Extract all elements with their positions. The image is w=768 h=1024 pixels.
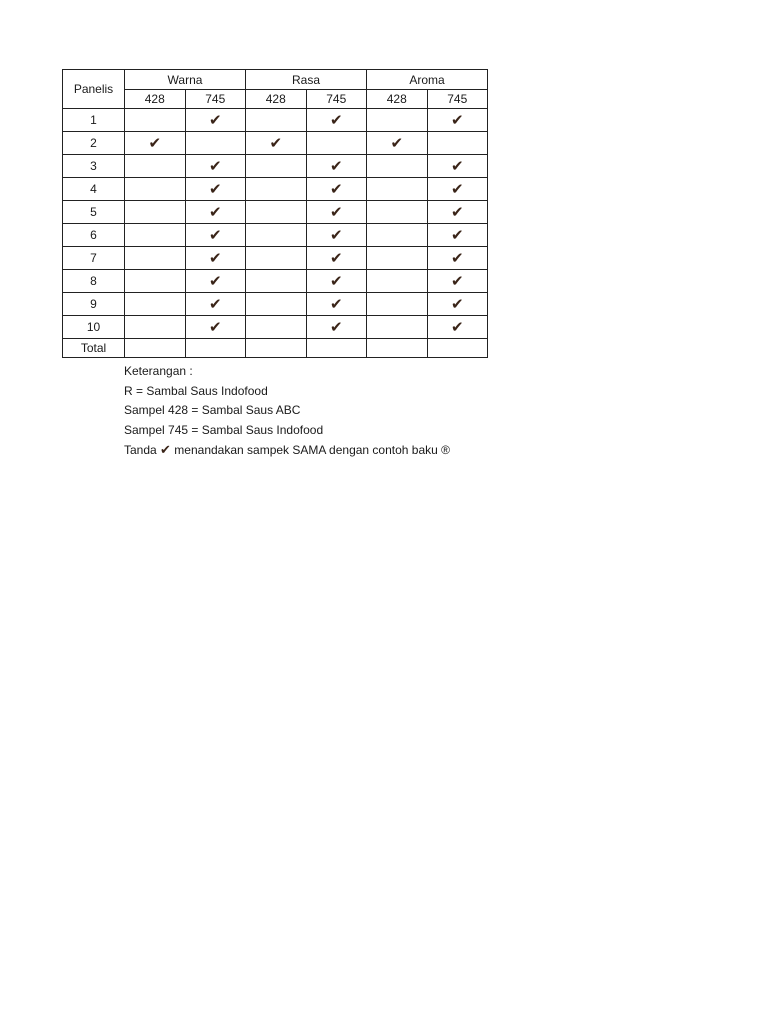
- check-icon: ✔: [160, 442, 171, 457]
- check-icon: ✔: [329, 180, 343, 198]
- notes-line: Sampel 745 = Sambal Saus Indofood: [124, 422, 324, 437]
- group-header-aroma: Aroma: [367, 70, 488, 90]
- total-cell: [185, 339, 246, 358]
- notes-heading: Keterangan :: [124, 364, 193, 378]
- mark-cell: [427, 293, 488, 316]
- total-label: Total: [63, 339, 125, 358]
- mark-cell: [246, 109, 307, 132]
- check-icon: ✔: [269, 134, 283, 152]
- mark-cell: [427, 201, 488, 224]
- mark-cell: [125, 201, 186, 224]
- mark-cell: [306, 201, 367, 224]
- check-icon: ✔: [208, 203, 222, 221]
- table-row: [63, 293, 488, 316]
- mark-cell: [367, 247, 428, 270]
- check-icon: ✔: [208, 180, 222, 198]
- check-icon: ✔: [208, 157, 222, 175]
- mark-cell: [125, 132, 186, 155]
- mark-cell: [185, 247, 246, 270]
- mark-cell: [306, 132, 367, 155]
- mark-cell: [125, 224, 186, 247]
- check-icon: ✔: [450, 203, 464, 221]
- check-icon: ✔: [148, 134, 162, 152]
- mark-cell: [185, 316, 246, 339]
- mark-cell: [185, 132, 246, 155]
- mark-cell: [246, 155, 307, 178]
- check-icon: ✔: [208, 249, 222, 267]
- mark-cell: [125, 247, 186, 270]
- notes-block: [124, 362, 450, 461]
- mark-cell: [427, 247, 488, 270]
- mark-cell: [306, 224, 367, 247]
- panelis-number: 7: [63, 247, 125, 270]
- table-row: [63, 155, 488, 178]
- mark-cell: [367, 155, 428, 178]
- evaluation-table: [62, 69, 488, 358]
- mark-cell: [306, 293, 367, 316]
- notes-line-suffix: menandakan sampek SAMA dengan contoh baku ®: [174, 443, 450, 457]
- mark-cell: [185, 201, 246, 224]
- panelis-number: 5: [63, 201, 125, 224]
- mark-cell: [306, 316, 367, 339]
- check-icon: ✔: [329, 272, 343, 290]
- group-header-row: [63, 70, 488, 90]
- mark-cell: [185, 109, 246, 132]
- table-row: [63, 178, 488, 201]
- sample-header-row: [63, 90, 488, 109]
- total-cell: [427, 339, 488, 358]
- notes-line-prefix: Tanda: [124, 443, 157, 457]
- notes-line: [124, 440, 450, 461]
- mark-cell: [246, 316, 307, 339]
- mark-cell: [367, 109, 428, 132]
- check-icon: ✔: [450, 249, 464, 267]
- check-icon: ✔: [450, 157, 464, 175]
- mark-cell: [125, 270, 186, 293]
- mark-cell: [185, 178, 246, 201]
- mark-cell: [427, 109, 488, 132]
- mark-cell: [306, 109, 367, 132]
- check-icon: ✔: [450, 272, 464, 290]
- panelis-number: 6: [63, 224, 125, 247]
- table-body: [63, 109, 488, 339]
- mark-cell: [246, 224, 307, 247]
- mark-cell: [306, 155, 367, 178]
- panelis-number: 4: [63, 178, 125, 201]
- group-header-rasa: Rasa: [246, 70, 367, 90]
- check-icon: ✔: [450, 180, 464, 198]
- check-icon: ✔: [208, 111, 222, 129]
- panelis-number: 9: [63, 293, 125, 316]
- mark-cell: [367, 316, 428, 339]
- mark-cell: [427, 132, 488, 155]
- total-row: [63, 339, 488, 358]
- check-icon: ✔: [450, 318, 464, 336]
- sample-header: 745: [185, 90, 246, 109]
- check-icon: ✔: [208, 318, 222, 336]
- mark-cell: [427, 224, 488, 247]
- check-icon: ✔: [329, 157, 343, 175]
- mark-cell: [125, 293, 186, 316]
- panelis-number: 10: [63, 316, 125, 339]
- mark-cell: [185, 270, 246, 293]
- mark-cell: [367, 132, 428, 155]
- check-icon: ✔: [329, 295, 343, 313]
- sample-header: 428: [125, 90, 186, 109]
- mark-cell: [125, 155, 186, 178]
- sample-header: 745: [306, 90, 367, 109]
- table-row: [63, 247, 488, 270]
- mark-cell: [246, 132, 307, 155]
- check-icon: ✔: [329, 249, 343, 267]
- total-cell: [246, 339, 307, 358]
- check-icon: ✔: [208, 295, 222, 313]
- mark-cell: [125, 109, 186, 132]
- notes-line: Sampel 428 = Sambal Saus ABC: [124, 403, 301, 417]
- mark-cell: [246, 201, 307, 224]
- mark-cell: [367, 270, 428, 293]
- panelis-number: 8: [63, 270, 125, 293]
- mark-cell: [246, 247, 307, 270]
- check-icon: ✔: [450, 295, 464, 313]
- mark-cell: [125, 316, 186, 339]
- mark-cell: [306, 178, 367, 201]
- panelis-header: Panelis: [63, 70, 125, 109]
- check-icon: ✔: [450, 111, 464, 129]
- mark-cell: [246, 178, 307, 201]
- check-icon: ✔: [390, 134, 404, 152]
- table-row: [63, 132, 488, 155]
- check-icon: ✔: [329, 318, 343, 336]
- group-header-warna: Warna: [125, 70, 246, 90]
- mark-cell: [427, 270, 488, 293]
- mark-cell: [306, 270, 367, 293]
- mark-cell: [246, 293, 307, 316]
- mark-cell: [185, 155, 246, 178]
- sample-header: 428: [246, 90, 307, 109]
- check-icon: ✔: [450, 226, 464, 244]
- total-cell: [306, 339, 367, 358]
- mark-cell: [125, 178, 186, 201]
- total-cell: [367, 339, 428, 358]
- mark-cell: [185, 293, 246, 316]
- mark-cell: [427, 178, 488, 201]
- sample-header: 428: [367, 90, 428, 109]
- table-row: [63, 109, 488, 132]
- check-icon: ✔: [329, 111, 343, 129]
- table-row: [63, 270, 488, 293]
- check-icon: ✔: [208, 272, 222, 290]
- notes-line: R = Sambal Saus Indofood: [124, 383, 268, 398]
- mark-cell: [367, 224, 428, 247]
- panelis-number: 3: [63, 155, 125, 178]
- check-icon: ✔: [208, 226, 222, 244]
- panelis-number: 1: [63, 109, 125, 132]
- mark-cell: [367, 201, 428, 224]
- table-row: [63, 224, 488, 247]
- mark-cell: [367, 178, 428, 201]
- mark-cell: [306, 247, 367, 270]
- mark-cell: [185, 224, 246, 247]
- sample-header: 745: [427, 90, 488, 109]
- mark-cell: [427, 155, 488, 178]
- panelis-number: 2: [63, 132, 125, 155]
- check-icon: ✔: [329, 226, 343, 244]
- mark-cell: [246, 270, 307, 293]
- table-row: [63, 201, 488, 224]
- total-cell: [125, 339, 186, 358]
- table-row: [63, 316, 488, 339]
- mark-cell: [367, 293, 428, 316]
- check-icon: ✔: [329, 203, 343, 221]
- mark-cell: [427, 316, 488, 339]
